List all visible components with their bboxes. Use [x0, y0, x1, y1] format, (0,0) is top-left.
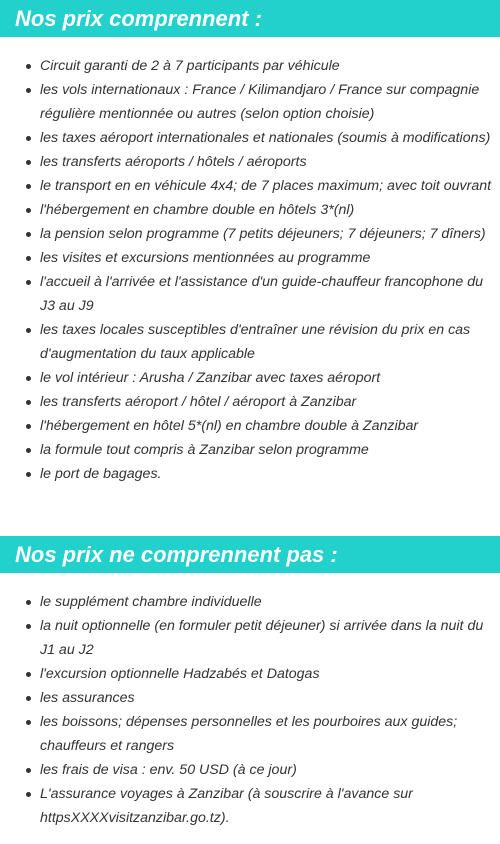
bullet-icon [26, 160, 31, 165]
list-item-text: les visites et excursions mentionnées au programme [40, 250, 371, 266]
list-item [0, 222, 500, 246]
list-item [0, 686, 500, 710]
list-item [0, 590, 500, 614]
list-item [0, 54, 500, 78]
list-item-text: Circuit garanti de 2 à 7 participants par véhicule [40, 58, 340, 74]
list-item-text: l'hébergement en hôtel 5*(nl) en chambre double à Zanzibar [40, 418, 419, 434]
list-item-text: les vols internationaux : France / Kilimandjaro / France sur compagnie régulière mentionnée ou autres (selon option choisie) [40, 82, 480, 122]
list-item [0, 782, 500, 830]
list-item [0, 438, 500, 462]
bullet-icon [26, 88, 31, 93]
bullet-icon [26, 768, 31, 773]
included-list [0, 54, 500, 486]
list-item [0, 126, 500, 150]
bullet-icon [26, 136, 31, 141]
bullet-icon [26, 696, 31, 701]
list-item [0, 174, 500, 198]
excluded-heading: Nos prix ne comprennent pas : [0, 536, 500, 573]
bullet-icon [26, 720, 31, 725]
bullet-icon [26, 232, 31, 237]
bullet-icon [26, 256, 31, 261]
list-item-text: le port de bagages. [40, 466, 162, 482]
included-heading: Nos prix comprennent : [0, 0, 500, 37]
bullet-icon [26, 448, 31, 453]
list-item [0, 414, 500, 438]
list-item [0, 390, 500, 414]
bullet-icon [26, 424, 31, 429]
bullet-icon [26, 208, 31, 213]
list-item-text: l'accueil à l'arrivée et l'assistance d'un guide-chauffeur francophone du J3 au J9 [40, 274, 484, 314]
list-item-text: la pension selon programme (7 petits déjeuners; 7 déjeuners; 7 dîners) [40, 226, 486, 242]
list-item [0, 710, 500, 758]
list-item [0, 366, 500, 390]
bullet-icon [26, 280, 31, 285]
bullet-icon [26, 472, 31, 477]
list-item [0, 78, 500, 126]
list-item-text: L'assurance voyages à Zanzibar (à souscrire à l'avance sur httpsXXXXvisitzanzibar.go.tz). [40, 786, 413, 826]
list-item-text: les taxes locales susceptibles d'entraîner une révision du prix en cas d'augmentation du taux applicable [40, 322, 471, 362]
bullet-icon [26, 624, 31, 629]
bullet-icon [26, 328, 31, 333]
list-item-text: les assurances [40, 690, 135, 706]
list-item [0, 662, 500, 686]
list-item [0, 318, 500, 366]
bullet-icon [26, 792, 31, 797]
list-item-text: les boissons; dépenses personnelles et les pourboires aux guides; chauffeurs et rangers [40, 714, 458, 754]
list-item-text: le transport en en véhicule 4x4; de 7 places maximum; avec toit ouvrant [40, 178, 492, 194]
list-item-text: le supplément chambre individuelle [40, 594, 262, 610]
list-item [0, 758, 500, 782]
excluded-section [0, 536, 500, 830]
list-item [0, 462, 500, 486]
list-item-text: la formule tout compris à Zanzibar selon programme [40, 442, 369, 458]
bullet-icon [26, 600, 31, 605]
list-item-text: l'hébergement en chambre double en hôtels 3*(nl) [40, 202, 355, 218]
list-item-text: les frais de visa : env. 50 USD (à ce jour) [40, 762, 297, 778]
list-item-text: les transferts aéroport / hôtel / aéroport à Zanzibar [40, 394, 357, 410]
list-item-text: l'excursion optionnelle Hadzabés et Datogas [40, 666, 320, 682]
bullet-icon [26, 400, 31, 405]
bullet-icon [26, 64, 31, 69]
list-item-text: les transferts aéroports / hôtels / aéroports [40, 154, 307, 170]
bullet-icon [26, 672, 31, 677]
bullet-icon [26, 376, 31, 381]
list-item [0, 270, 500, 318]
list-item [0, 614, 500, 662]
list-item-text: la nuit optionnelle (en formuler petit déjeuner) si arrivée dans la nuit du J1 au J2 [40, 618, 484, 658]
bullet-icon [26, 184, 31, 189]
list-item-text: le vol intérieur : Arusha / Zanzibar avec taxes aéroport [40, 370, 381, 386]
list-item [0, 198, 500, 222]
list-item [0, 246, 500, 270]
list-item-text: les taxes aéroport internationales et nationales (soumis à modifications) [40, 130, 491, 146]
list-item [0, 150, 500, 174]
excluded-list [0, 590, 500, 830]
